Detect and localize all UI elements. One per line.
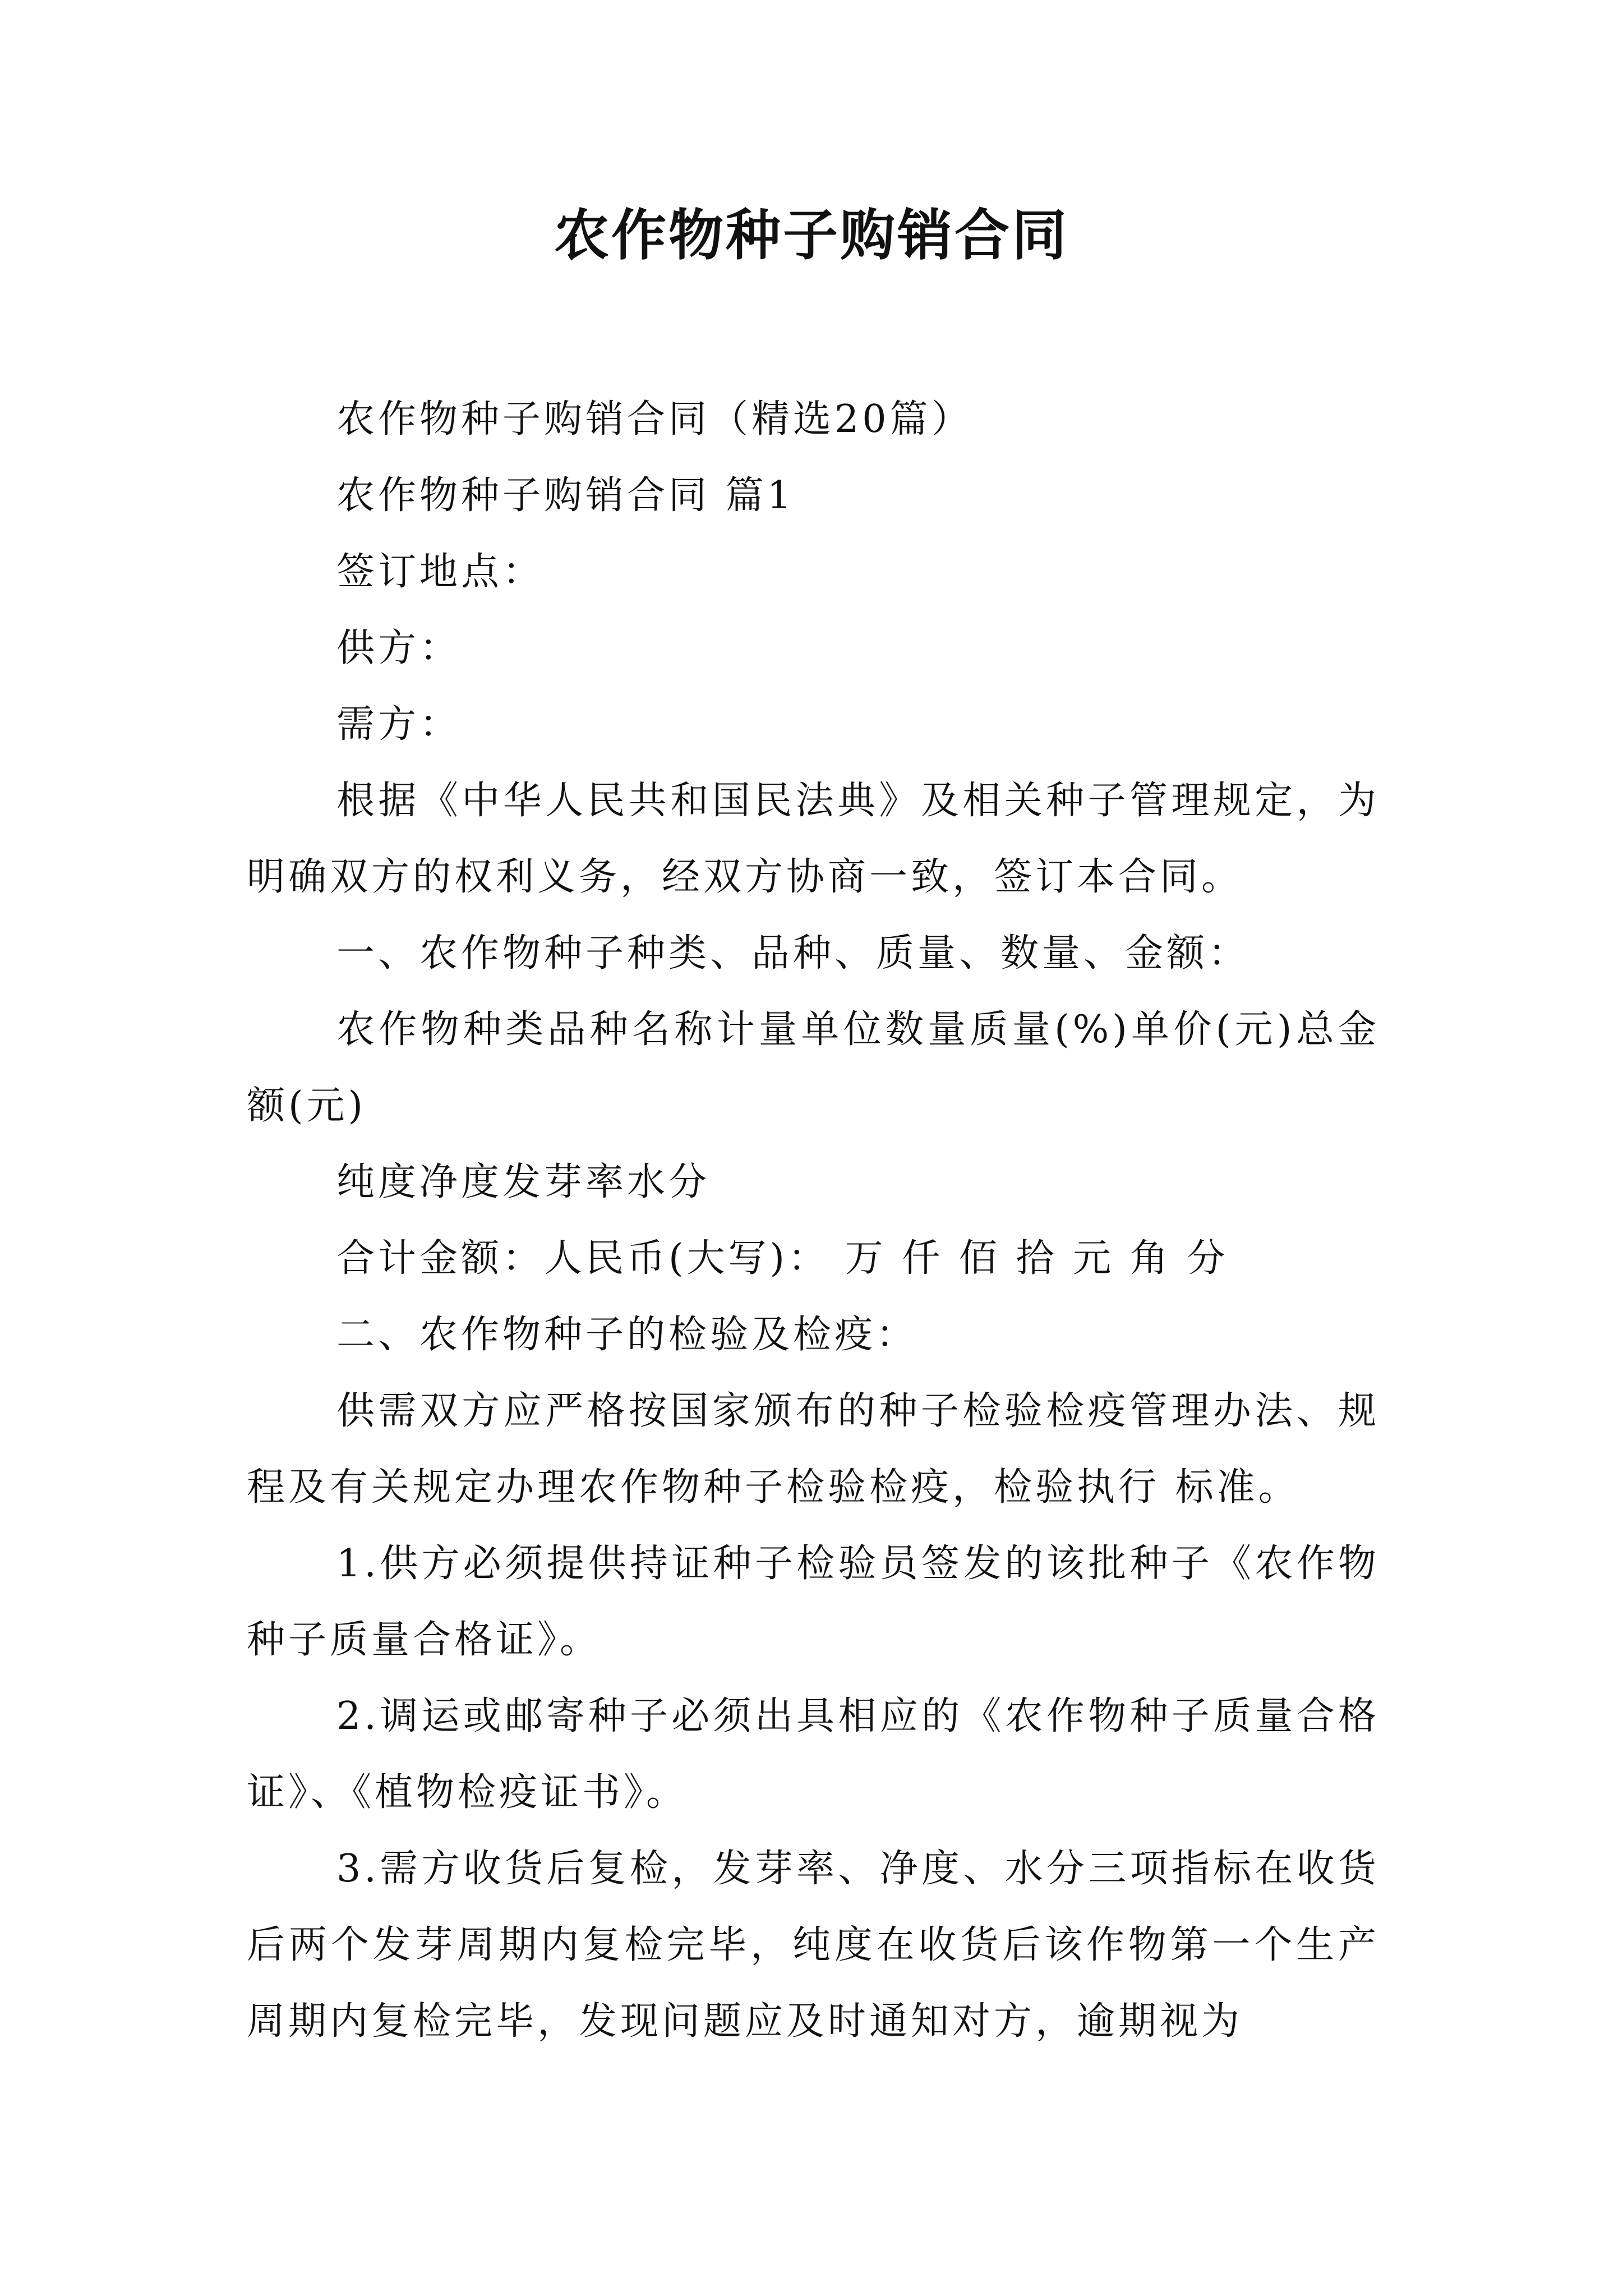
item-1-paragraph: 1.供方必须提供持证种子检验员签发的该批种子《农作物种子质量合格证》。 — [247, 1542, 1380, 1662]
signing-place-field: 签订地点： — [336, 550, 545, 594]
inspection-paragraph: 供需双方应严格按国家颁布的种子检验检疫管理办法、规程及有关规定办理农作物种子检验检疫，检验执行 标准。 — [247, 1389, 1380, 1510]
preamble-paragraph: 根据《中华人民共和国民法典》及相关种子管理规定，为明确双方的权利义务，经双方协商一致，签订本合同。 — [247, 779, 1380, 899]
buyer-field: 需方： — [336, 702, 462, 747]
quality-items-line: 纯度净度发芽率水分 — [336, 1160, 711, 1204]
subtitle-line: 农作物种子购销合同（精选20篇） — [336, 397, 973, 441]
item-2-paragraph: 2.调运或邮寄种子必须出具相应的《农作物种子质量合格证》、《植物检疫证书》。 — [247, 1694, 1380, 1815]
clause-heading-1: 一、农作物种子种类、品种、质量、数量、金额： — [336, 931, 1250, 976]
clause-heading-2: 二、农作物种子的检验及检疫： — [336, 1313, 918, 1357]
total-amount-line: 合计金额：人民币(大写)： 万 仟 佰 拾 元 角 分 — [336, 1236, 1229, 1281]
section-heading: 农作物种子购销合同 篇1 — [336, 473, 795, 518]
document-body — [247, 381, 1380, 2060]
supplier-field: 供方： — [336, 626, 462, 670]
table-header-paragraph: 农作物种类品种名称计量单位数量质量(%)单价(元)总金额(元) — [247, 1007, 1380, 1128]
item-3-paragraph: 3.需方收货后复检，发芽率、净度、水分三项指标在收货后两个发芽周期内复检完毕，纯度在收货后该作物第一个生产周期内复检完毕，发现问题应及时通知对方，逾期视为 — [247, 1847, 1380, 2044]
document-title: 农作物种子购销合同 — [554, 203, 1069, 268]
